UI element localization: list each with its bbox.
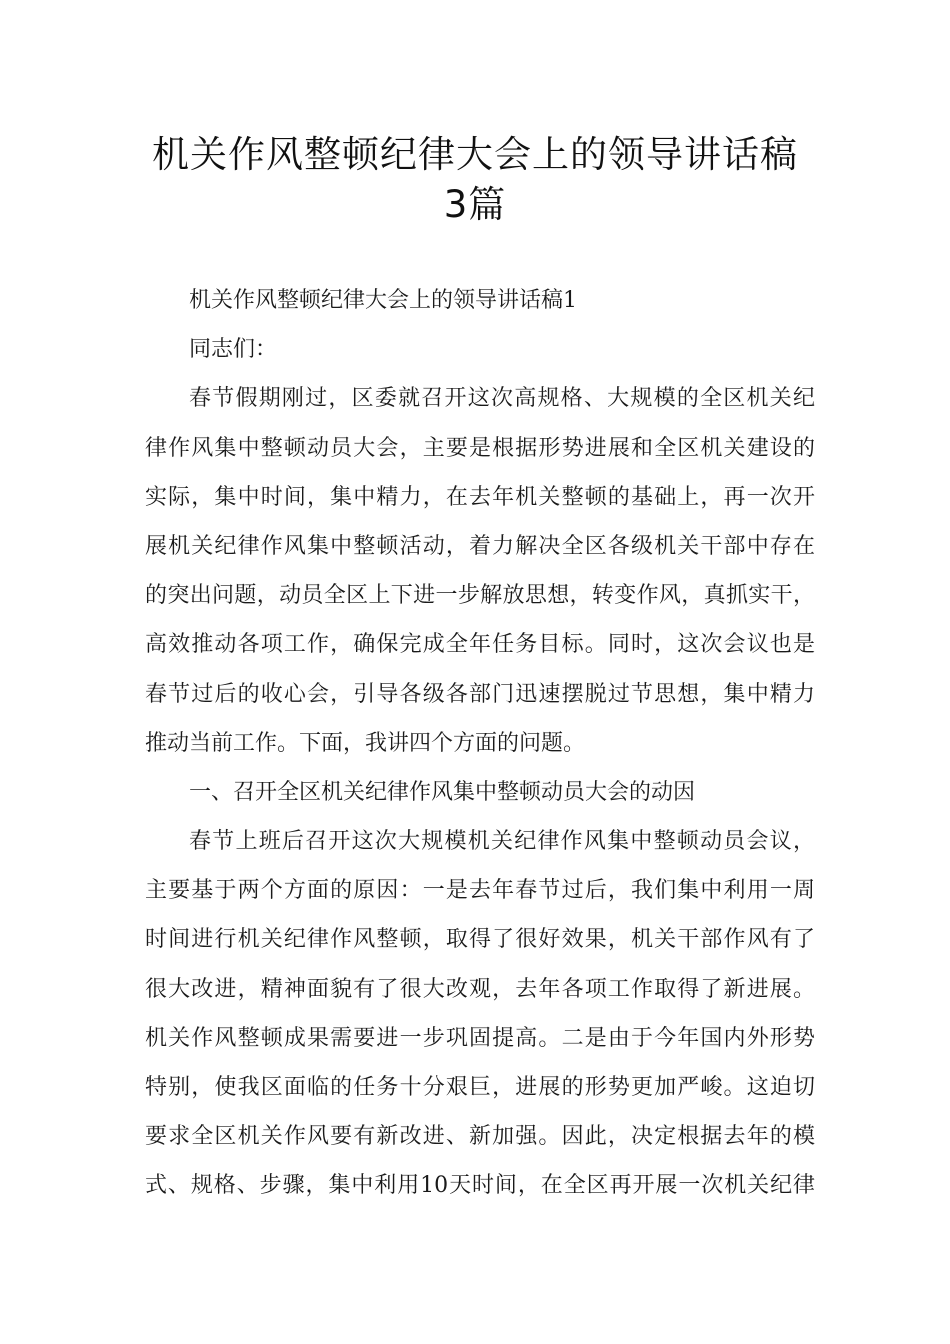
paragraph-line: 主要基于两个方面的原因：一是去年春节过后，我们集中利用一周 [145,878,815,904]
paragraph-line: 的突出问题，动员全区上下进一步解放思想，转变作风，真抓实干， [145,583,815,609]
paragraph-line: 展机关纪律作风集中整顿活动，着力解决全区各级机关干部中存在 [145,533,815,559]
document-title-line-1: 机关作风整顿纪律大会上的领导讲话稿 [152,133,798,176]
salutation: 同志们： [189,337,278,363]
section-heading: 一、召开全区机关纪律作风集中整顿动员大会的动因 [189,779,696,805]
paragraph-line: 春节假期刚过，区委就召开这次高规格、大规模的全区机关纪 [189,386,815,412]
paragraph-line: 要求全区机关作风要有新改进、新加强。因此，决定根据去年的模 [145,1124,815,1150]
document-body [145,276,815,1211]
paragraph-line: 时间进行机关纪律作风整顿，取得了很好效果，机关干部作风有了 [145,927,815,953]
paragraph-line: 式、规格、步骤，集中利用10天时间，在全区再开展一次机关纪律 [145,1173,815,1199]
document-title-line-2: 3篇 [443,183,507,226]
paragraph-line: 推动当前工作。下面，我讲四个方面的问题。 [145,730,586,756]
paragraph-line: 高效推动各项工作，确保完成全年任务目标。同时，这次会议也是 [145,632,815,658]
paragraph-line: 春节上班后召开这次大规模机关纪律作风集中整顿动员会议， [189,829,815,855]
paragraph-line: 律作风集中整顿动员大会，主要是根据形势进展和全区机关建设的 [145,435,815,461]
paragraph-line: 特别，使我区面临的任务十分艰巨，进展的形势更加严峻。这迫切 [145,1075,815,1100]
paragraph-line: 春节过后的收心会，引导各级各部门迅速摆脱过节思想，集中精力 [145,681,815,707]
section-heading: 机关作风整顿纪律大会上的领导讲话稿1 [189,288,577,313]
paragraph-line: 机关作风整顿成果需要进一步巩固提高。二是由于今年国内外形势 [145,1025,815,1051]
paragraph-line: 很大改进，精神面貌有了很大改观，去年各项工作取得了新进展。 [145,976,815,1002]
paragraph-line: 实际，集中时间，集中精力，在去年机关整顿的基础上，再一次开 [145,484,815,510]
